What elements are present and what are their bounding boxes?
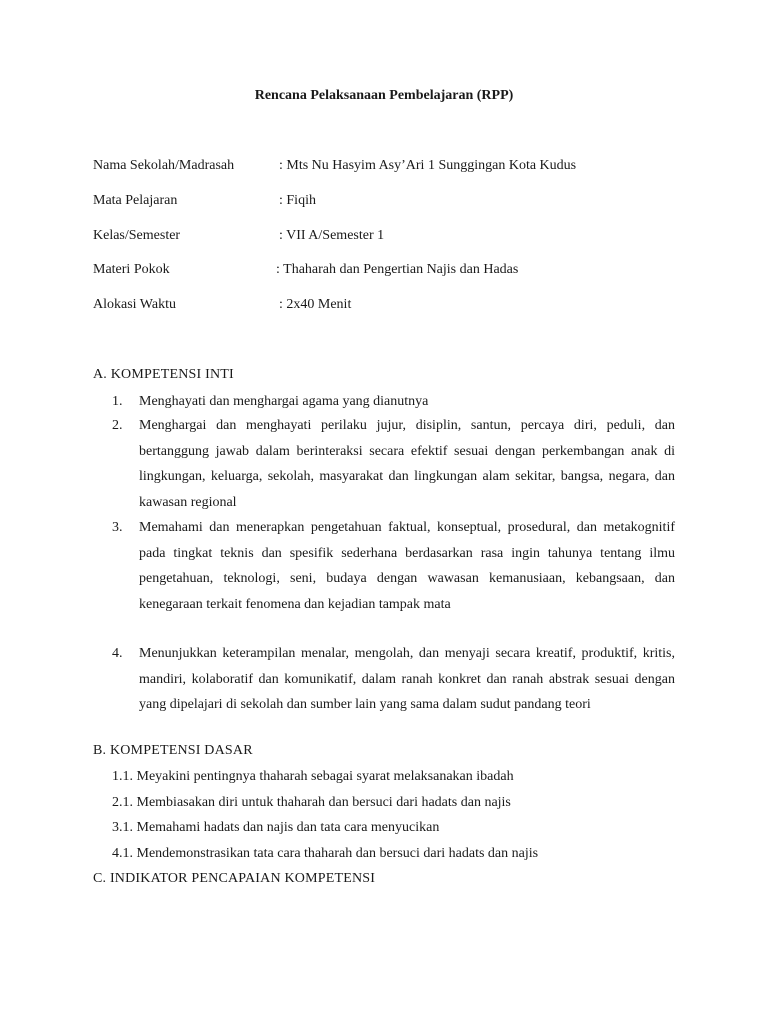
meta-row-subject — [93, 191, 316, 211]
meta-value: : VII A/Semester 1 — [279, 228, 385, 243]
meta-label: Alokasi Waktu — [93, 297, 176, 312]
list-item: 3.1. Memahami hadats dan najis dan tata cara menyucikan — [112, 820, 440, 835]
list-item: 2.1. Membiasakan diri untuk thaharah dan bersuci dari hadats dan najis — [112, 795, 511, 810]
list-item: 4.1. Mendemonstrasikan tata cara thaharah dan bersuci dari hadats dan najis — [112, 846, 539, 861]
list-item-text: Menghargai dan menghayati perilaku jujur, disiplin, santun, percaya diri, peduli, dan bertanggung jawab dalam berinteraksi secara efektif sesuai dengan perkembangan anak di lingkungan, keluarga, sekolah, masyarakat dan lingkungan alam sekitar, bangsa, negara, dan kawasan regional — [139, 418, 675, 510]
meta-value: : 2x40 Menit — [279, 297, 352, 312]
meta-value: : Mts Nu Hasyim Asy’Ari 1 Sunggingan Kota Kudus — [279, 158, 577, 173]
meta-value: : Fiqih — [279, 193, 316, 208]
meta-label: Mata Pelajaran — [93, 193, 178, 208]
meta-value: : Thaharah dan Pengertian Najis dan Hadas — [276, 262, 519, 277]
list-item-number: 1. — [112, 394, 123, 409]
meta-row-school — [93, 156, 576, 176]
list-item-text: Menghayati dan menghargai agama yang dianutnya — [139, 394, 429, 409]
list-item-number: 3. — [112, 520, 123, 535]
list-item-number: 4. — [112, 646, 123, 661]
list-item-text: Memahami dan menerapkan pengetahuan faktual, konseptual, prosedural, dan metakognitif pada tingkat teknis dan spesifik sederhana berdasarkan rasa ingin tahunya tentang ilmu pengetahuan, teknologi, seni, budaya dengan wawasan kemanusiaan, kebangsaan, dan kenegaraan terkait fenomena dan kejadian tampak mata — [139, 520, 675, 612]
meta-row-class — [93, 226, 384, 246]
meta-label: Kelas/Semester — [93, 228, 181, 243]
section-heading-kompetensi-inti: A. KOMPETENSI INTI — [93, 367, 234, 382]
list-item-text: Menunjukkan keterampilan menalar, mengolah, dan menyaji secara kreatif, produktif, kritis, mandiri, kolaboratif dan komunikatif, dalam ranah konkret dan ranah abstrak sesuai dengan yang dipelajari di sekolah dan sumber lain yang sama dalam sudut pandang teori — [139, 646, 675, 712]
meta-label: Nama Sekolah/Madrasah — [93, 158, 235, 173]
section-heading-kompetensi-dasar: B. KOMPETENSI DASAR — [93, 743, 253, 758]
meta-label: Materi Pokok — [93, 262, 170, 277]
list-item: 1.1. Meyakini pentingnya thaharah sebagai syarat melaksanakan ibadah — [112, 769, 514, 784]
list-item-number: 2. — [112, 418, 123, 433]
meta-row-time — [93, 295, 351, 315]
document-title: Rencana Pelaksanaan Pembelajaran (RPP) — [254, 88, 514, 103]
section-heading-indikator: C. INDIKATOR PENCAPAIAN KOMPETENSI — [93, 871, 376, 886]
meta-row-topic — [93, 260, 518, 280]
